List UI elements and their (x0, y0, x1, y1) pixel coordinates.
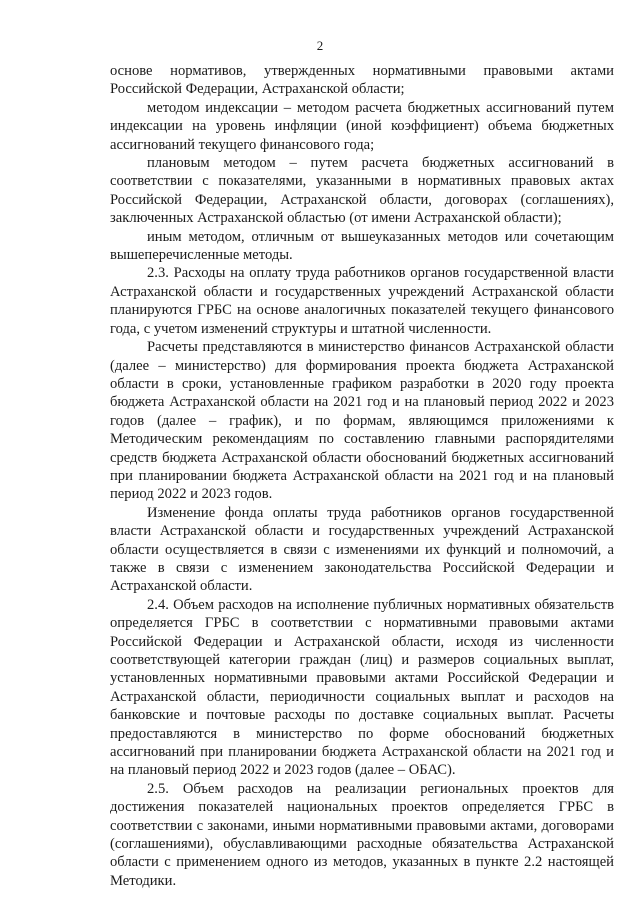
paragraph-indexation-method: методом индексации – методом расчета бюджетных ассигнований путем индексации на уровень инфляции (иной коэффициент) объема бюджетных ассигнований текущего финансового года; (110, 99, 614, 153)
page-number: 2 (316, 38, 324, 53)
paragraph-payroll-change: Изменение фонда оплаты труда работников органов государственной власти Астраханской области и государственных учреждений Астраханской области осуществляется в связи с изменениями их функций и полномочий, а также в связи с изменением законодательства Российской Федерации и Астраханской области. (110, 504, 614, 595)
paragraph-section-2-5: 2.5. Объем расходов на реализации региональных проектов для достижения показателей национальных проектов определяется ГРБС в соответствии с законами, иными нормативными правовыми актами, договорами (соглашениями), обуславливающими расходные обязательства Астраханской области с применением одного из методов, указанных в пункте 2.2 настоящей Методики. (110, 780, 614, 889)
paragraph-section-2-3: 2.3. Расходы на оплату труда работников органов государственной власти Астраханской области и государственных учреждений Астраханской области планируются ГРБС на основе аналогичных показателей текущего финансового года, с учетом изменений структуры и штатной численности. (110, 265, 614, 337)
paragraph-other-method: иным методом, отличным от вышеуказанных методов или сочетающим вышеперечисленные методы. (110, 228, 614, 264)
paragraph-planned-method: плановым методом – путем расчета бюджетных ассигнований в соответствии с показателями, указанными в нормативных правовых актах Российской Федерации, Астраханской области, договорах (соглашениях), заключенных Астраханской областью (от имени Астраханской области); (110, 155, 614, 227)
document-body (110, 62, 614, 890)
paragraph-calculations: Расчеты представляются в министерство финансов Астраханской области (далее – министерство) для формирования проекта бюджета Астраханской области в сроки, установленные графиком разработки в 2020 году проекта бюджета Астраханской области на 2021 год и на плановый период 2022 и 2023 годов (далее – график), и по формам, являющимся приложениями к Методическим рекомендациям по составлению главными распорядителями средств бюджета Астраханской области обоснований бюджетных ассигнований при планировании бюджета Астраханской области на 2021 год и на плановый период 2022 и 2023 годов. (110, 339, 614, 503)
paragraph-section-2-4: 2.4. Объем расходов на исполнение публичных нормативных обязательств определяется ГРБС в соответствии с нормативными правовыми актами Российской Федерации и Астраханской области, исходя из численности соответствующей категории граждан (лиц) и размеров социальных выплат, установленных нормативными правовыми актами Российской Федерации и Астраханской области, периодичности социальных выплат и расходов на банковские и почтовые расходы по доставке социальных выплат. Расчеты предоставляются в министерство по форме обоснований бюджетных ассигнований при планировании бюджета Астраханской области на 2021 год и на плановый период 2022 и 2023 годов (далее – ОБАС). (110, 596, 614, 779)
paragraph-normative-method-continuation: основе нормативов, утвержденных нормативными правовыми актами Российской Федерации, Астраханской области; (110, 63, 614, 98)
